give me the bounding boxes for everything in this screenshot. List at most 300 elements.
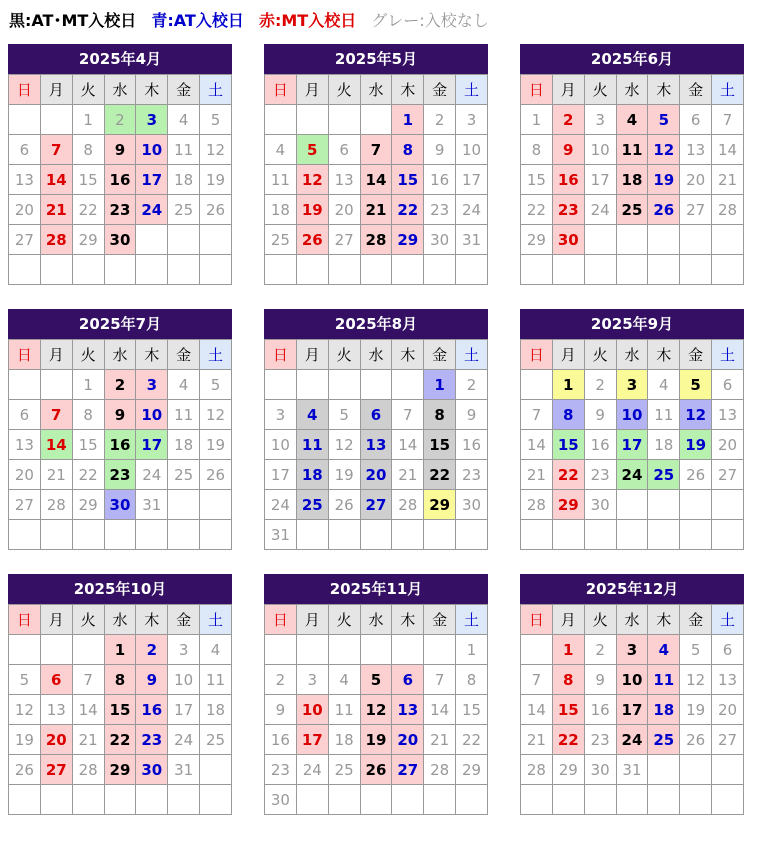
day-cell: 12 <box>360 695 392 725</box>
day-cell: 27 <box>392 755 424 785</box>
empty-cell <box>360 105 392 135</box>
empty-cell <box>648 225 680 255</box>
week-row <box>9 695 232 725</box>
empty-cell <box>521 785 553 815</box>
day-cell: 28 <box>360 225 392 255</box>
empty-cell <box>168 490 200 520</box>
day-cell: 19 <box>680 430 712 460</box>
day-cell: 25 <box>648 460 680 490</box>
day-cell: 26 <box>680 725 712 755</box>
weekday-header-row <box>265 75 488 105</box>
weekday-header: 月 <box>552 340 584 370</box>
day-cell: 27 <box>712 725 744 755</box>
empty-cell <box>424 635 456 665</box>
day-cell: 10 <box>616 400 648 430</box>
empty-cell <box>265 105 297 135</box>
weekday-header: 日 <box>9 340 41 370</box>
day-cell: 1 <box>104 635 136 665</box>
day-cell: 19 <box>200 165 232 195</box>
week-row <box>265 255 488 285</box>
day-cell: 20 <box>360 460 392 490</box>
day-cell: 2 <box>136 635 168 665</box>
weekday-header-row <box>9 605 232 635</box>
week-row <box>9 135 232 165</box>
week-row <box>265 635 488 665</box>
empty-cell <box>424 255 456 285</box>
day-cell: 21 <box>40 460 72 490</box>
day-cell: 9 <box>584 665 616 695</box>
day-cell: 6 <box>9 135 41 165</box>
day-cell: 14 <box>72 695 104 725</box>
day-cell: 25 <box>616 195 648 225</box>
weekday-header: 火 <box>72 605 104 635</box>
day-cell: 9 <box>136 665 168 695</box>
empty-cell <box>392 370 424 400</box>
day-cell: 24 <box>616 460 648 490</box>
month-calendar <box>264 574 488 815</box>
day-cell: 30 <box>424 225 456 255</box>
day-cell: 27 <box>9 490 41 520</box>
legend-gray: グレー:入校なし <box>371 11 489 30</box>
day-cell: 1 <box>521 105 553 135</box>
weekday-header: 月 <box>40 75 72 105</box>
weekday-header: 土 <box>456 340 488 370</box>
week-row <box>265 135 488 165</box>
day-cell: 5 <box>680 635 712 665</box>
day-cell: 23 <box>104 195 136 225</box>
day-cell: 27 <box>680 195 712 225</box>
day-cell: 4 <box>168 105 200 135</box>
day-cell: 19 <box>648 165 680 195</box>
day-cell: 17 <box>616 430 648 460</box>
weekday-header: 水 <box>360 340 392 370</box>
day-cell: 24 <box>168 725 200 755</box>
day-cell: 14 <box>40 165 72 195</box>
weekday-header: 土 <box>200 340 232 370</box>
day-cell: 28 <box>40 490 72 520</box>
day-cell: 25 <box>200 725 232 755</box>
day-cell: 12 <box>648 135 680 165</box>
day-cell: 22 <box>424 460 456 490</box>
empty-cell <box>616 490 648 520</box>
week-row <box>521 430 744 460</box>
day-cell: 20 <box>9 195 41 225</box>
empty-cell <box>9 785 41 815</box>
day-cell: 12 <box>680 665 712 695</box>
empty-cell <box>296 255 328 285</box>
weekday-header: 日 <box>9 75 41 105</box>
day-cell: 20 <box>40 725 72 755</box>
day-cell: 29 <box>424 490 456 520</box>
empty-cell <box>40 105 72 135</box>
day-cell: 22 <box>552 460 584 490</box>
day-cell: 10 <box>616 665 648 695</box>
day-cell: 9 <box>104 400 136 430</box>
empty-cell <box>680 785 712 815</box>
weekday-header: 土 <box>712 75 744 105</box>
week-row <box>521 255 744 285</box>
day-cell: 18 <box>648 695 680 725</box>
month-grid <box>520 339 744 550</box>
day-cell: 8 <box>521 135 553 165</box>
day-cell: 24 <box>136 195 168 225</box>
day-cell: 28 <box>712 195 744 225</box>
week-row <box>265 370 488 400</box>
day-cell: 11 <box>296 430 328 460</box>
day-cell: 27 <box>328 225 360 255</box>
week-row <box>9 490 232 520</box>
weekday-header-row <box>9 340 232 370</box>
day-cell: 18 <box>168 165 200 195</box>
empty-cell <box>328 785 360 815</box>
empty-cell <box>136 785 168 815</box>
weekday-header: 木 <box>136 605 168 635</box>
empty-cell <box>616 225 648 255</box>
empty-cell <box>200 255 232 285</box>
day-cell: 26 <box>296 225 328 255</box>
empty-cell <box>584 225 616 255</box>
empty-cell <box>648 785 680 815</box>
empty-cell <box>296 785 328 815</box>
empty-cell <box>200 520 232 550</box>
week-row <box>521 490 744 520</box>
day-cell: 31 <box>136 490 168 520</box>
weekday-header-row <box>521 75 744 105</box>
week-row <box>265 725 488 755</box>
month-grid <box>8 604 232 815</box>
day-cell: 4 <box>296 400 328 430</box>
day-cell: 18 <box>616 165 648 195</box>
day-cell: 14 <box>40 430 72 460</box>
empty-cell <box>424 520 456 550</box>
weekday-header: 土 <box>200 605 232 635</box>
day-cell: 27 <box>40 755 72 785</box>
empty-cell <box>680 755 712 785</box>
day-cell: 6 <box>40 665 72 695</box>
day-cell: 25 <box>168 195 200 225</box>
day-cell: 3 <box>456 105 488 135</box>
day-cell: 27 <box>360 490 392 520</box>
day-cell: 5 <box>648 105 680 135</box>
weekday-header: 土 <box>712 340 744 370</box>
day-cell: 24 <box>456 195 488 225</box>
day-cell: 14 <box>392 430 424 460</box>
day-cell: 10 <box>168 665 200 695</box>
day-cell: 30 <box>456 490 488 520</box>
weekday-header: 火 <box>72 75 104 105</box>
week-row <box>9 725 232 755</box>
empty-cell <box>424 785 456 815</box>
day-cell: 11 <box>648 400 680 430</box>
day-cell: 15 <box>72 430 104 460</box>
weekday-header: 月 <box>552 605 584 635</box>
day-cell: 16 <box>424 165 456 195</box>
day-cell: 12 <box>296 165 328 195</box>
empty-cell <box>72 785 104 815</box>
day-cell: 22 <box>104 725 136 755</box>
empty-cell <box>328 370 360 400</box>
empty-cell <box>680 490 712 520</box>
day-cell: 29 <box>104 755 136 785</box>
day-cell: 3 <box>136 370 168 400</box>
day-cell: 18 <box>200 695 232 725</box>
day-cell: 1 <box>552 635 584 665</box>
day-cell: 23 <box>424 195 456 225</box>
empty-cell <box>392 635 424 665</box>
day-cell: 3 <box>616 370 648 400</box>
month-title: 2025年7月 <box>8 309 232 339</box>
day-cell: 8 <box>72 135 104 165</box>
empty-cell <box>552 520 584 550</box>
empty-cell <box>616 520 648 550</box>
week-row <box>9 785 232 815</box>
day-cell: 9 <box>424 135 456 165</box>
empty-cell <box>521 370 553 400</box>
month-title: 2025年8月 <box>264 309 488 339</box>
day-cell: 14 <box>360 165 392 195</box>
day-cell: 22 <box>552 725 584 755</box>
day-cell: 21 <box>712 165 744 195</box>
day-cell: 23 <box>552 195 584 225</box>
day-cell: 13 <box>360 430 392 460</box>
day-cell: 20 <box>712 430 744 460</box>
empty-cell <box>104 255 136 285</box>
day-cell: 10 <box>265 430 297 460</box>
day-cell: 20 <box>712 695 744 725</box>
day-cell: 21 <box>72 725 104 755</box>
week-row <box>265 460 488 490</box>
week-row <box>521 695 744 725</box>
empty-cell <box>328 635 360 665</box>
day-cell: 28 <box>521 755 553 785</box>
weekday-header: 火 <box>328 340 360 370</box>
day-cell: 8 <box>392 135 424 165</box>
day-cell: 24 <box>136 460 168 490</box>
weekday-header: 日 <box>9 605 41 635</box>
legend-red: 赤:MT入校日 <box>258 11 357 30</box>
day-cell: 12 <box>328 430 360 460</box>
day-cell: 8 <box>552 665 584 695</box>
day-cell: 4 <box>200 635 232 665</box>
day-cell: 29 <box>456 755 488 785</box>
empty-cell <box>136 225 168 255</box>
day-cell: 14 <box>712 135 744 165</box>
day-cell: 7 <box>360 135 392 165</box>
empty-cell <box>200 755 232 785</box>
day-cell: 18 <box>265 195 297 225</box>
week-row <box>265 755 488 785</box>
day-cell: 9 <box>552 135 584 165</box>
legend <box>9 9 499 33</box>
day-cell: 5 <box>328 400 360 430</box>
week-row <box>265 695 488 725</box>
day-cell: 2 <box>552 105 584 135</box>
day-cell: 6 <box>712 370 744 400</box>
empty-cell <box>168 785 200 815</box>
day-cell: 11 <box>168 400 200 430</box>
day-cell: 21 <box>40 195 72 225</box>
day-cell: 15 <box>104 695 136 725</box>
day-cell: 12 <box>680 400 712 430</box>
week-row <box>9 635 232 665</box>
day-cell: 3 <box>616 635 648 665</box>
day-cell: 9 <box>584 400 616 430</box>
day-cell: 3 <box>584 105 616 135</box>
day-cell: 21 <box>392 460 424 490</box>
day-cell: 2 <box>104 105 136 135</box>
empty-cell <box>712 490 744 520</box>
day-cell: 16 <box>104 430 136 460</box>
day-cell: 13 <box>712 400 744 430</box>
day-cell: 16 <box>104 165 136 195</box>
weekday-header: 木 <box>136 75 168 105</box>
weekday-header: 火 <box>584 340 616 370</box>
weekday-header: 水 <box>360 75 392 105</box>
month-calendar <box>520 44 744 285</box>
empty-cell <box>200 785 232 815</box>
empty-cell <box>296 105 328 135</box>
week-row <box>9 755 232 785</box>
empty-cell <box>360 785 392 815</box>
day-cell: 20 <box>328 195 360 225</box>
day-cell: 1 <box>456 635 488 665</box>
week-row <box>265 430 488 460</box>
empty-cell <box>680 520 712 550</box>
week-row <box>521 520 744 550</box>
weekday-header: 木 <box>136 340 168 370</box>
day-cell: 3 <box>296 665 328 695</box>
weekday-header: 土 <box>712 605 744 635</box>
day-cell: 3 <box>136 105 168 135</box>
weekday-header: 水 <box>616 75 648 105</box>
day-cell: 21 <box>521 725 553 755</box>
weekday-header: 金 <box>168 340 200 370</box>
day-cell: 5 <box>296 135 328 165</box>
day-cell: 27 <box>9 225 41 255</box>
day-cell: 9 <box>456 400 488 430</box>
empty-cell <box>328 105 360 135</box>
day-cell: 17 <box>265 460 297 490</box>
day-cell: 15 <box>456 695 488 725</box>
month-grid <box>264 604 488 815</box>
weekday-header: 水 <box>104 605 136 635</box>
day-cell: 14 <box>521 430 553 460</box>
weekday-header: 火 <box>584 605 616 635</box>
week-row <box>521 400 744 430</box>
empty-cell <box>616 785 648 815</box>
week-row <box>265 520 488 550</box>
month-grid <box>520 74 744 285</box>
empty-cell <box>9 105 41 135</box>
empty-cell <box>552 785 584 815</box>
empty-cell <box>456 255 488 285</box>
empty-cell <box>40 255 72 285</box>
day-cell: 16 <box>265 725 297 755</box>
week-row <box>265 785 488 815</box>
empty-cell <box>328 520 360 550</box>
day-cell: 6 <box>680 105 712 135</box>
day-cell: 13 <box>40 695 72 725</box>
day-cell: 24 <box>616 725 648 755</box>
day-cell: 8 <box>72 400 104 430</box>
month-grid <box>264 339 488 550</box>
day-cell: 4 <box>616 105 648 135</box>
week-row <box>265 105 488 135</box>
day-cell: 1 <box>72 370 104 400</box>
day-cell: 22 <box>521 195 553 225</box>
day-cell: 28 <box>521 490 553 520</box>
weekday-header: 火 <box>584 75 616 105</box>
weekday-header: 木 <box>392 340 424 370</box>
day-cell: 17 <box>168 695 200 725</box>
day-cell: 24 <box>584 195 616 225</box>
month-title: 2025年10月 <box>8 574 232 604</box>
weekday-header: 金 <box>168 605 200 635</box>
day-cell: 30 <box>584 490 616 520</box>
weekday-header: 金 <box>424 340 456 370</box>
weekday-header: 日 <box>265 340 297 370</box>
day-cell: 7 <box>392 400 424 430</box>
week-row <box>521 785 744 815</box>
weekday-header: 木 <box>648 75 680 105</box>
empty-cell <box>712 785 744 815</box>
day-cell: 11 <box>648 665 680 695</box>
day-cell: 15 <box>521 165 553 195</box>
day-cell: 5 <box>360 665 392 695</box>
day-cell: 16 <box>456 430 488 460</box>
day-cell: 29 <box>521 225 553 255</box>
week-row <box>521 105 744 135</box>
weekday-header: 月 <box>296 605 328 635</box>
weekday-header: 月 <box>552 75 584 105</box>
week-row <box>265 490 488 520</box>
day-cell: 28 <box>392 490 424 520</box>
empty-cell <box>72 255 104 285</box>
day-cell: 6 <box>328 135 360 165</box>
day-cell: 23 <box>584 460 616 490</box>
day-cell: 25 <box>648 725 680 755</box>
day-cell: 23 <box>584 725 616 755</box>
weekday-header: 水 <box>104 340 136 370</box>
day-cell: 2 <box>584 370 616 400</box>
day-cell: 31 <box>456 225 488 255</box>
empty-cell <box>9 370 41 400</box>
day-cell: 8 <box>552 400 584 430</box>
month-grid <box>520 604 744 815</box>
day-cell: 29 <box>392 225 424 255</box>
day-cell: 10 <box>584 135 616 165</box>
day-cell: 31 <box>616 755 648 785</box>
weekday-header: 日 <box>521 340 553 370</box>
month-grid <box>264 74 488 285</box>
day-cell: 30 <box>584 755 616 785</box>
day-cell: 2 <box>265 665 297 695</box>
day-cell: 28 <box>40 225 72 255</box>
empty-cell <box>72 520 104 550</box>
day-cell: 9 <box>104 135 136 165</box>
weekday-header: 月 <box>40 340 72 370</box>
day-cell: 15 <box>552 430 584 460</box>
empty-cell <box>136 520 168 550</box>
empty-cell <box>200 225 232 255</box>
empty-cell <box>40 520 72 550</box>
weekday-header-row <box>521 340 744 370</box>
day-cell: 5 <box>680 370 712 400</box>
month-title: 2025年5月 <box>264 44 488 74</box>
day-cell: 23 <box>136 725 168 755</box>
day-cell: 24 <box>265 490 297 520</box>
empty-cell <box>712 225 744 255</box>
